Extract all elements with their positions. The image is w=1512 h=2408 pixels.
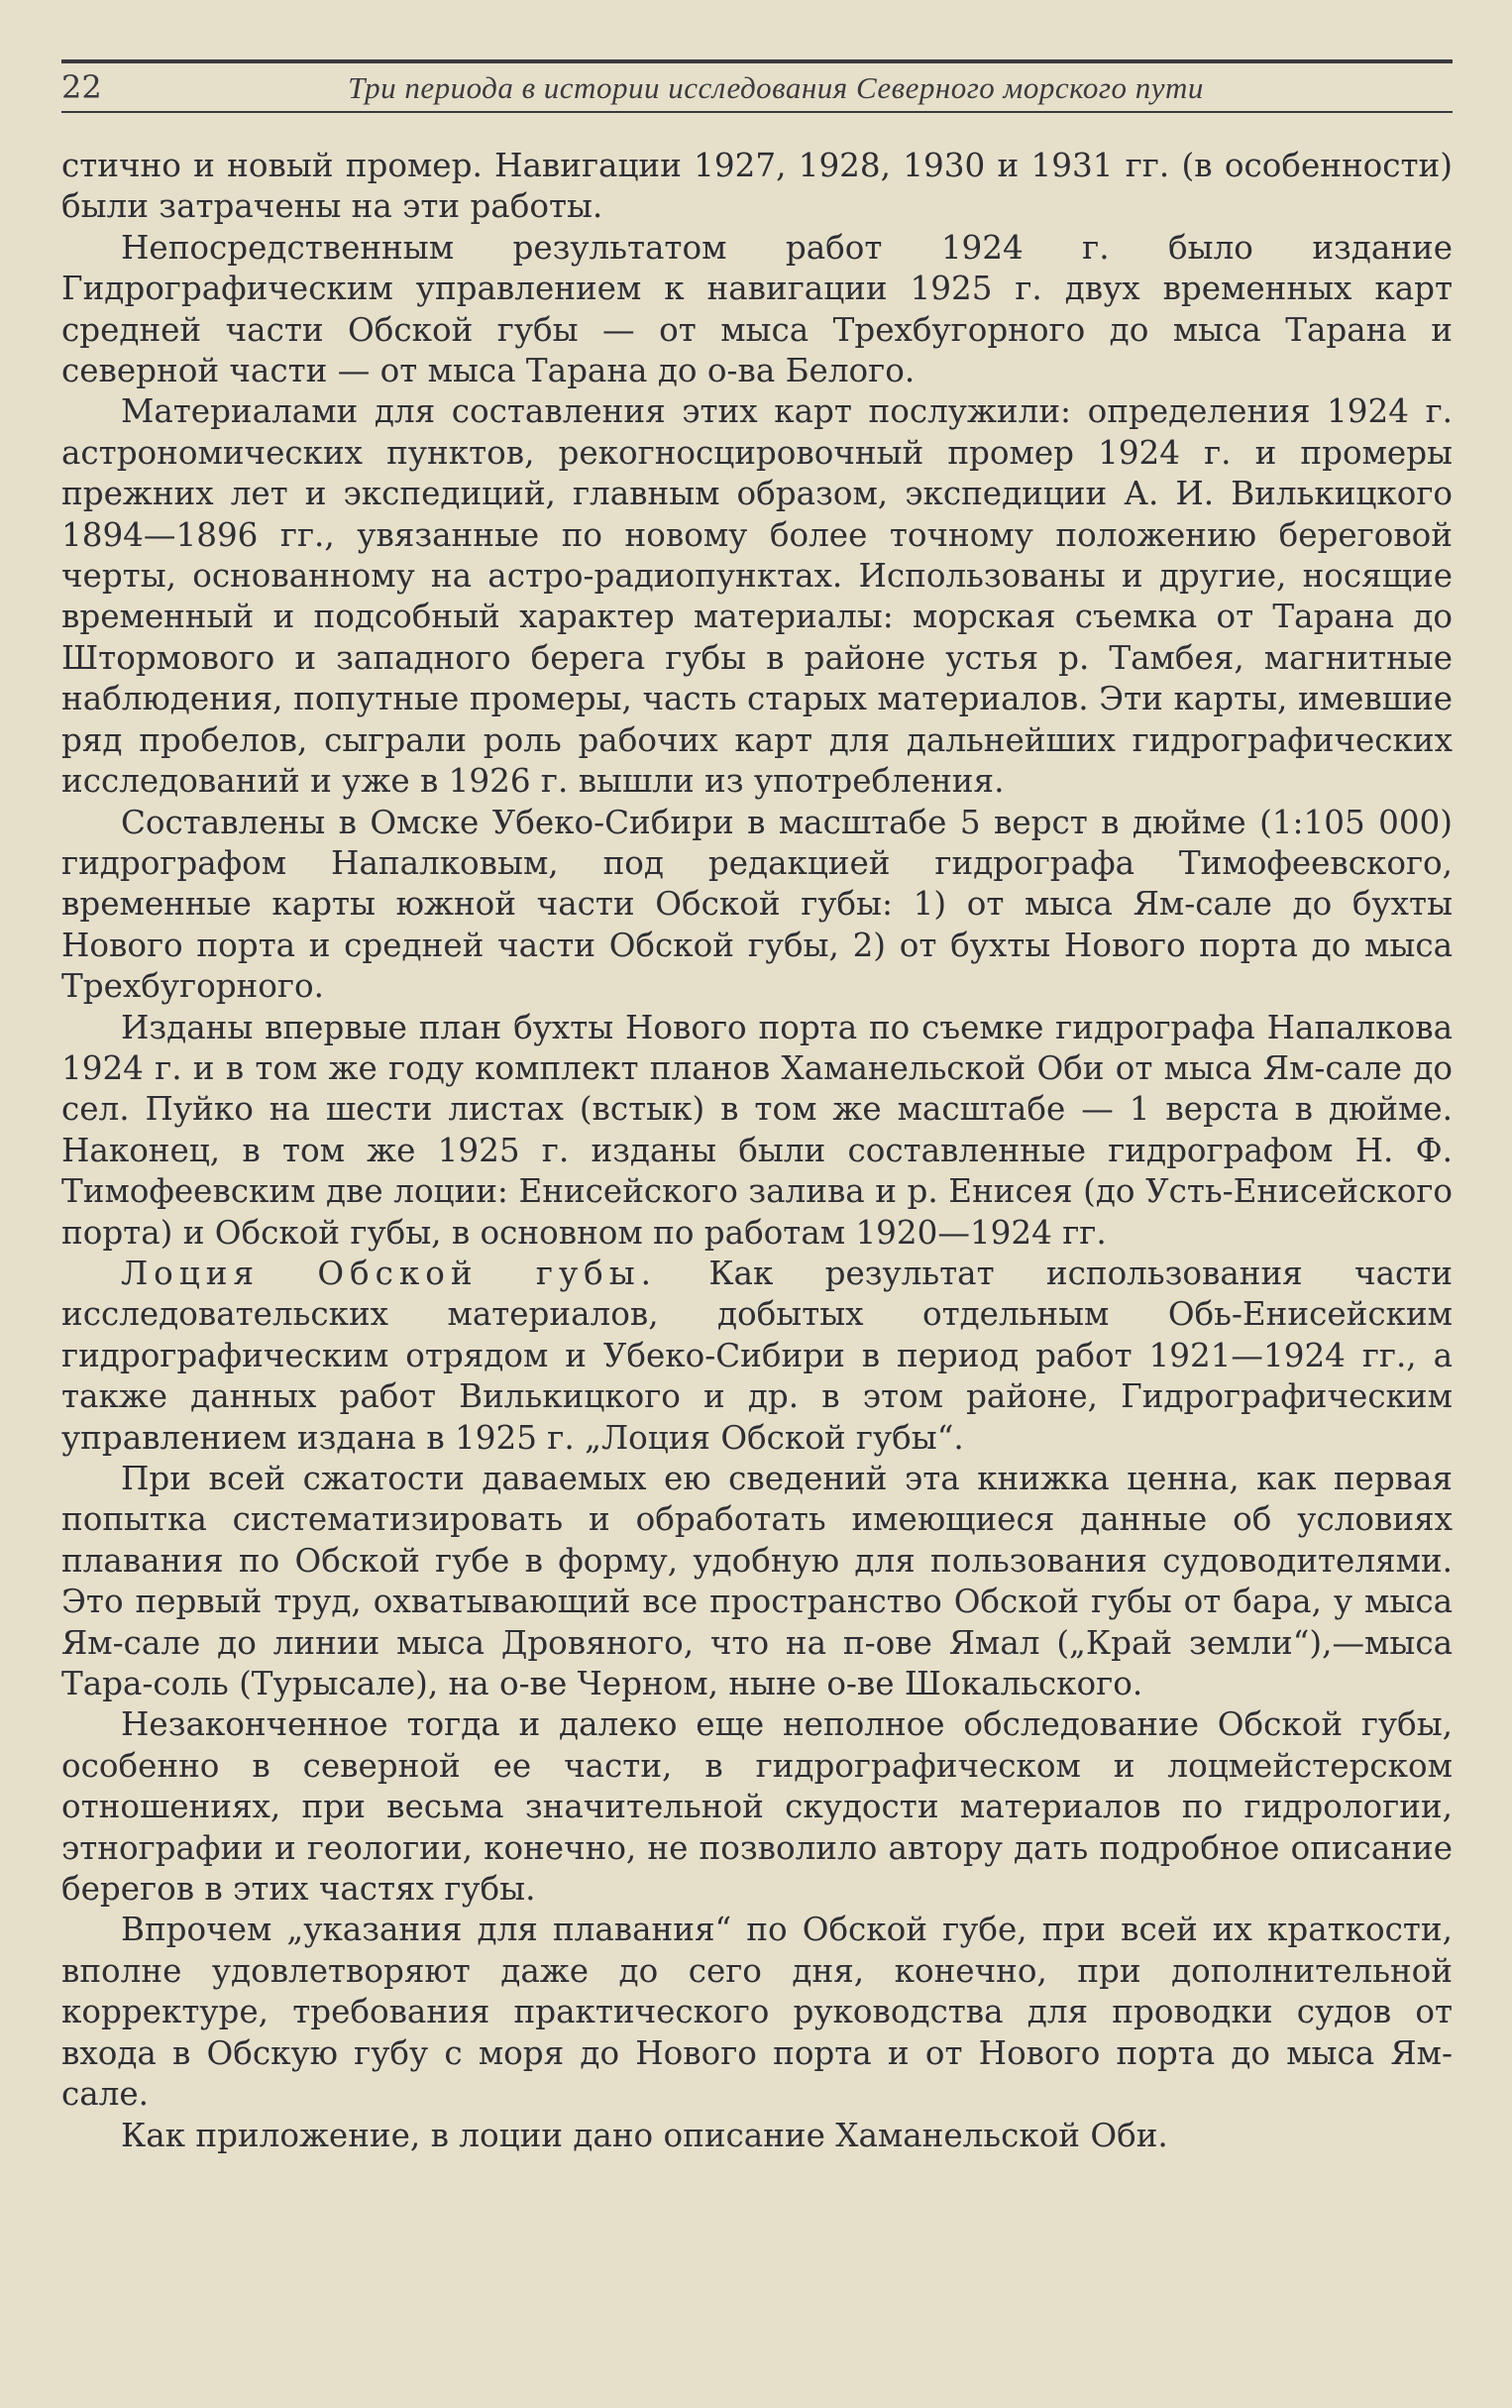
paragraph-5: Изданы впервые план бухты Нового порта по съемке гидрографа Напалкова 1924 г. и в том же году комплект планов Хаманельской Оби от мыса Ям-сале до сел. Пуйко на шести листах (встык) в том же масштабе — 1 верста в дюйме. Наконец, в том же 1925 г. изданы были составленные гидрографом Н. Ф. Тимофеевским две лоции: Енисейского залива и р. Енисея (до Усть-Енисейского порта) и Обской губы, в основном по работам 1920—1924 гг. <box>61 1008 1453 1252</box>
paragraph-2: Непосредственным результатом работ 1924 г. было издание Гидрографическим управлением к навигации 1925 г. двух временных карт средней части Обской губы — от мыса Трехбугорного до мыса Тарана и северной части — от мыса Тарана до о-ва Белого. <box>61 228 1453 390</box>
section-lead: Лоция Обской губы. <box>121 1254 658 1292</box>
paragraph-10: Как приложение, в лоции дано описание Хаманельской Оби. <box>121 2116 1168 2154</box>
running-title: Три периода в истории исследования Северного морского пути <box>348 70 1204 105</box>
header-top-rule <box>61 59 1453 63</box>
body-text <box>61 146 1453 2156</box>
paragraph-1: стично и новый промер. Навигации 1927, 1928, 1930 и 1931 гг. (в особенности) были затрачены на эти работы. <box>61 147 1453 226</box>
paragraph-4: Составлены в Омске Убеко-Сибири в масштабе 5 верст в дюйме (1:105 000) гидрографом Напалковым, под редакцией гидрографа Тимофеевского, временные карты южной части Обской губы: 1) от мыса Ям-сале до бухты Нового порта и средней части Обской губы, 2) от бухты Нового порта до мыса Трехбугорного. <box>61 803 1453 1006</box>
paragraph-7: При всей сжатости даваемых ею сведений эта книжка ценна, как первая попытка систематизировать и обработать имеющиеся данные об условиях плавания по Обской губе в форму, удобную для пользования судоводителями. Это первый труд, охватывающий все пространство Обской губы от бара, у мыса Ям-сале до линии мыса Дровяного, что на п-ове Ямал („Край земли“),—мыса Тара-соль (Турысале), на о-ве Черном, ныне о-ве Шокальского. <box>61 1460 1453 1703</box>
header-bottom-rule <box>61 111 1453 113</box>
paragraph-3: Материалами для составления этих карт послужили: определения 1924 г. астрономических пунктов, рекогносцировочный промер 1924 г. и промеры прежних лет и экспедиций, главным образом, экспедиции А. И. Вилькицкого 1894—1896 гг., увязанные по новому более точному положению береговой черты, основанному на астро-радиопунктах. Использованы и другие, носящие временный и подсобный характер материалы: морская съемка от Тарана до Штормового и западного берега губы в районе устья р. Тамбея, магнитные наблюдения, попутные промеры, часть старых материалов. Эти карты, имевшие ряд пробелов, сыграли роль рабочих карт для дальнейших гидрографических исследований и уже в 1926 г. вышли из употребления. <box>61 392 1453 801</box>
paragraph-6 <box>61 1254 1453 1459</box>
paragraph-9: Впрочем „указания для плавания“ по Обской губе, при всей их краткости, вполне удовлетворяют даже до сего дня, конечно, при дополнительной корректуре, требования практического руководства для проводки судов от входа в Обскую губу с моря до Нового порта и от Нового порта до мыса Ям-сале. <box>61 1911 1453 2114</box>
paragraph-6-text: Как результат использования части исследовательских материалов, добытых отдельным Обь-Енисейским гидрографическим отрядом и Убеко-Сибири в период работ 1921—1924 гг., а также данных работ Вилькицкого и др. в этом районе, Гидрографическим управлением издана в 1925 г. „Лоция Обской губы“. <box>61 1254 1453 1457</box>
paragraph-8: Незаконченное тогда и далеко еще неполное обследование Обской губы, особенно в северной ее части, в гидрографическом и лоцмейстерском отношениях, при весьма значительной скудости материалов по гидрологии, этнографии и геологии, конечно, не позволило автору дать подробное описание берегов в этих частях губы. <box>61 1705 1453 1909</box>
page-number: 22 <box>61 68 102 106</box>
